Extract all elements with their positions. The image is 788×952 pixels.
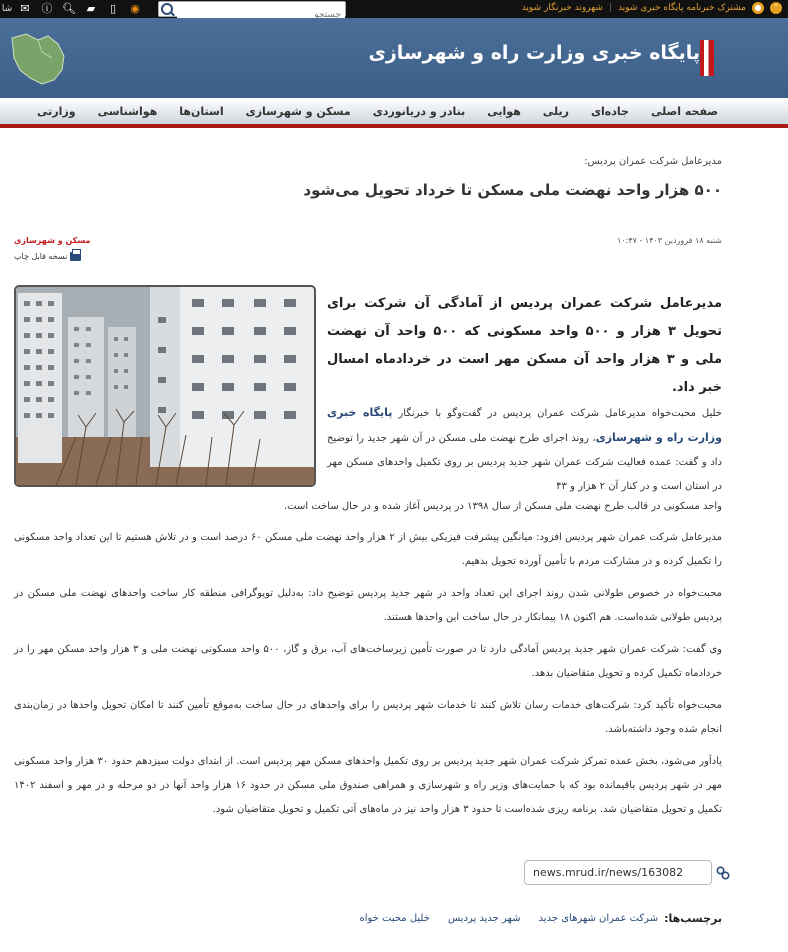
article-photo — [14, 285, 316, 487]
info-icon[interactable]: ⓘ — [41, 2, 53, 15]
folder-icon[interactable]: ▰ — [86, 2, 96, 15]
main-nav — [0, 98, 788, 128]
tags-row — [341, 912, 722, 925]
search-icon[interactable] — [161, 3, 173, 15]
site-logo[interactable] — [704, 40, 714, 76]
article-paragraph-2: مدیرعامل شرکت عمران شهر پردیس افزود: میانگین پیشرفت فیزیکی بیش از ۲ هزار واحد نهضت ملی مسکن ۶۰ درصد است و در تلاش هستیم تا این تعداد واحد مسکونی را تکمیل کرده و در مشارکت مردم با تأمین آورده تحویل بدهیم. — [14, 532, 723, 567]
nav-item-provinces[interactable]: استان‌ها — [179, 104, 224, 118]
article-category[interactable]: مسکن و شهرسازی — [14, 236, 91, 245]
iran-map-icon — [8, 30, 70, 88]
site-header — [0, 18, 788, 98]
article-kicker: مدیرعامل شرکت عمران پردیس: — [584, 156, 722, 167]
article-paragraph-1 — [327, 401, 722, 499]
article-paragraph-5: محبت‌خواه تأکید کرد: شرکت‌های خدمات رسان تلاش کنند تا خدمات شهر پردیس را برای واحدهای در حال ساخت به‌موقع تأمین کنند تا امکان تحویل واحدها در زمان‌بندی انجام شده وجود داشته‌باشد. — [14, 700, 722, 735]
print-version-link[interactable] — [14, 252, 81, 261]
site-brand-link[interactable]: پایگاه خبری وزارت راه و شهرسازی — [327, 406, 722, 444]
tag-link[interactable]: خلیل محبت خواه — [359, 913, 430, 924]
article-paragraph-4: وی گفت: شرکت عمران شهر جدید پردیس آمادگی دارد تا در صورت تأمین زیرساخت‌های آب، برق و گاز، ۵۰۰ واحد مسکونی نهضت ملی و ۳ هزار واحد مسکن مهر را در خردادماه تکمیل کرده و تحویل متقاضیان بدهد. — [14, 644, 723, 679]
article-header — [14, 156, 722, 261]
top-bar — [0, 0, 788, 18]
short-link-field[interactable]: news.mrud.ir/news/163082 — [524, 860, 712, 885]
nav-item-home[interactable]: صفحه اصلی — [651, 104, 718, 118]
search-icon[interactable]: 🔍︎ — [62, 2, 76, 15]
link-icon[interactable] — [716, 866, 730, 880]
nav-item-weather[interactable]: هواشناسی — [97, 104, 158, 118]
nav-item-rail[interactable]: ریلی — [542, 104, 569, 118]
subscribe-link[interactable]: مشترک خبرنامه پایگاه خبری شوید — [617, 3, 746, 13]
printer-icon — [70, 252, 81, 261]
print-label: نسخه قابل چاپ — [14, 252, 68, 261]
nav-item-ministry[interactable]: وزارتی — [37, 104, 76, 118]
chevron-up-icon[interactable]: ⌃ — [770, 2, 782, 14]
nav-item-housing[interactable]: مسکن و شهرسازی — [245, 104, 351, 118]
tag-link[interactable]: شهر جدید پردیس — [447, 913, 521, 924]
search-box — [158, 1, 346, 17]
tags-label: برچسب‌ها: — [664, 912, 722, 925]
email-icon[interactable]: ✉ — [20, 2, 30, 15]
mobile-icon[interactable]: ▯ — [109, 2, 117, 15]
divider: | — [608, 3, 612, 13]
nav-item-road[interactable]: جاده‌ای — [590, 104, 629, 118]
left-label: شا — [1, 4, 13, 14]
rss-icon[interactable]: ◉ — [130, 2, 140, 15]
article-lead: مدیرعامل شرکت عمران پردیس از آمادگی آن شرکت برای تحویل ۳ هزار و ۵۰۰ واحد مسکونی که ۵۰۰ واحد آن نهضت ملی و ۳ هزار واحد آن مسکن مهر است در خردادماه امسال خبر داد. — [327, 296, 723, 395]
nav-item-air[interactable]: هوایی — [487, 104, 521, 118]
site-title[interactable]: پایگاه خبری وزارت راه و شهرسازی — [368, 42, 700, 64]
article-paragraph-3: محبت‌خواه در خصوص طولانی شدن روند اجرای این تعداد واحد در شهر جدید پردیس توضیح داد: به‌دلیل توپوگرافی منطقه کار ساخت واحدهای نهضت ملی مسکن در پردیس طولانی شده‌است. هم اکنون ۱۸ پیمانکار در حال ساخت این واحدها هستند. — [14, 588, 722, 623]
citizen-reporter-link[interactable]: شهروند خبرنگار شوید — [521, 3, 603, 13]
mail-subscribe-icon: ● — [752, 2, 764, 14]
article-paragraph-1-tail: واحد مسکونی در قالب طرح نهضت ملی مسکن از سال ۱۳۹۸ در پردیس آغاز شده و در حال ساخت است. — [283, 501, 722, 512]
top-links — [522, 2, 782, 14]
article-date: شنبه ۱۸ فروردین ۱۴۰۳ - ۱۰:۴۷ — [617, 236, 722, 245]
photo-illustration — [16, 287, 314, 485]
p1-start: خلیل محبت‌خواه مدیرعامل شرکت عمران پردیس در گفت‌وگو با خبرنگار — [392, 408, 722, 419]
article-headline: ۵۰۰ هزار واحد نهضت ملی مسکن تا خرداد تحویل می‌شود — [303, 181, 722, 199]
nav-item-ports[interactable]: بنادر و دریانوردی — [372, 104, 466, 118]
article-paragraph-6: یادآور می‌شود، بخش عمده تمرکز شرکت عمران شهر جدید پردیس بر روی تکمیل واحدهای مسکن مهر پردیس است. از ابتدای دولت سیزدهم حدود ۳۰ هزار واحد مسکونی مهر در شهر پردیس باقیمانده بود که با حمایت‌های وزیر راه و شهرسازی و همراهی صندوق ملی مسکن در حدود ۱۶ هزار واحد آنها در دو مرحله و در مهر و اسفند ۱۴۰۲ تکمیل و تحویل متقاضیان شد. برنامه ریزی شده‌است تا حدود ۳ هزار واحد نیز در ماه‌های آتی تکمیل و تحویل متقاضیان شود. — [14, 756, 722, 815]
p1-end: ، روند اجرای طرح نهضت ملی مسکن در آن شهر جدید را توضیح داد و گفت: عمده فعالیت شرکت عمران شهر جدید پردیس بر روی تکمیل واحدهای مسکن مهر در استان است و در کنار آن ۲ هزار و ۴۳ — [327, 433, 722, 492]
top-icons — [0, 0, 146, 18]
tag-link[interactable]: شرکت عمران شهرهای جدید — [538, 913, 659, 924]
